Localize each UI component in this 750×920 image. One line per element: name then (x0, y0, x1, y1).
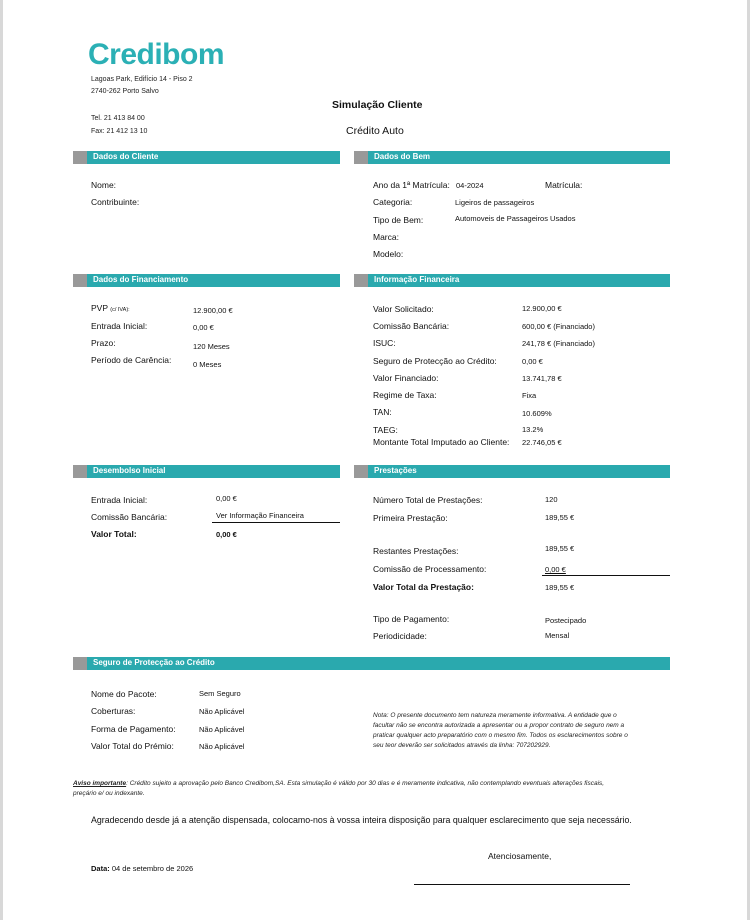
date-value: 04 de setembro de 2026 (111, 864, 194, 873)
info-row-label: TAN: (373, 407, 392, 417)
section-marker (73, 657, 87, 670)
info-row-label: ISUC: (373, 338, 396, 348)
prazo-value: 120 Meses (193, 342, 230, 351)
aviso-importante (73, 779, 673, 799)
pvp-note: (c/ IVA): (110, 307, 130, 313)
desembolso-comissao-label: Comissão Bancária: (91, 512, 168, 522)
montante-label: Montante Total Imputado ao Cliente: (373, 437, 510, 447)
periodicidade-value: Mensal (545, 631, 570, 640)
pvp-label (91, 303, 130, 313)
matricula-label: Matrícula: (545, 180, 583, 190)
montante-value: 22.746,05 € (522, 438, 562, 447)
section-bar-prestacoes (354, 465, 670, 478)
section-title-bem: Dados do Bem (374, 152, 431, 161)
section-title-cliente: Dados do Cliente (93, 152, 159, 161)
section-title-seguro: Seguro de Protecção ao Crédito (93, 658, 215, 667)
fax: Fax: 21 412 13 10 (91, 128, 148, 135)
modelo-label: Modelo: (373, 249, 404, 259)
premio-label: Valor Total do Prémio: (91, 741, 174, 751)
note-line: praticar qualquer acto preparatório com o mesmo fim. Todos os esclarecimentos sobre o (373, 732, 628, 739)
info-row-value: 0,00 € (522, 357, 543, 366)
address-line-2: 2740-262 Porto Salvo (91, 88, 159, 95)
restantes-prestacoes-label: Restantes Prestações: (373, 546, 459, 556)
info-row-value: Fixa (522, 391, 537, 400)
date-line (91, 864, 193, 873)
aviso-line-2: preçário e/ ou indexante. (73, 790, 145, 797)
note-line: Nota: O presente documento tem natureza meramente informativa. A entidade que o (373, 712, 617, 719)
aviso-text: : Crédito sujeito a aprovação pelo Banco Credibom,SA. Esta simulação é válido por 30 dias e é meramente indicativa, não contemplando eventuais alterações fiscais, (126, 780, 605, 787)
coberturas-label: Coberturas: (91, 706, 136, 716)
nome-label: Nome: (91, 180, 117, 190)
document-subtitle: Crédito Auto (346, 125, 404, 137)
comissao-processamento-label: Comissão de Processamento: (373, 564, 487, 574)
numero-prestacoes-label: Número Total de Prestações: (373, 495, 483, 505)
section-marker (354, 151, 368, 164)
info-row-label: Comissão Bancária: (373, 321, 450, 331)
date-label: Data: (91, 864, 110, 873)
primeira-prestacao-value: 189,55 € (545, 513, 575, 522)
premio-value: Não Aplicável (199, 742, 245, 751)
pacote-value: Sem Seguro (199, 689, 241, 698)
section-bar-bem (354, 151, 670, 164)
address-line-1: Lagoas Park, Edifício 14 - Piso 2 (91, 76, 193, 83)
categoria-label: Categoria: (373, 197, 413, 207)
desembolso-total-value: 0,00 € (216, 530, 237, 539)
note-line: seu teor deverão ser solicitados através da linha: 707202929. (373, 742, 551, 749)
valor-total-prestacao-value: 189,55 € (545, 583, 575, 592)
pvp-value: 12.900,00 € (193, 306, 233, 315)
restantes-prestacoes-value: 189,55 € (545, 544, 575, 553)
info-row-label: Valor Financiado: (373, 373, 439, 383)
section-marker (73, 465, 87, 478)
info-row-value: 13.2% (522, 425, 544, 434)
forma-pagamento-value: Não Aplicável (199, 725, 245, 734)
tipo-pagamento-label: Tipo de Pagamento: (373, 614, 450, 624)
periodicidade-label: Periodicidade: (373, 631, 427, 641)
coberturas-value: Não Aplicável (199, 707, 245, 716)
document-title: Simulação Cliente (332, 99, 423, 111)
info-row-value: 13.741,78 € (522, 374, 562, 383)
forma-pagamento-label: Forma de Pagamento: (91, 724, 176, 734)
closing-text: Agradecendo desde já a atenção dispensada, colocamo-nos à vossa inteira disposição para qualquer esclarecimento que seja necessário. (91, 815, 632, 825)
section-bar-financiamento (73, 274, 340, 287)
categoria-value: Ligeiros de passageiros (455, 198, 535, 207)
tipo-pagamento-value: Postecipado (545, 616, 587, 625)
page-border-left (0, 0, 3, 920)
prestacoes-divider (542, 575, 670, 576)
desembolso-comissao-value: Ver Informação Financeira (216, 511, 304, 520)
phone: Tel. 21 413 84 00 (91, 115, 145, 122)
desembolso-entrada-value: 0,00 € (216, 494, 237, 503)
info-row-label: Seguro de Protecção ao Crédito: (373, 356, 497, 366)
desembolso-entrada-label: Entrada Inicial: (91, 495, 148, 505)
info-row-label: Valor Solicitado: (373, 304, 434, 314)
entrada-value: 0,00 € (193, 323, 214, 332)
section-marker (354, 274, 368, 287)
ano-matricula-label: Ano da 1ª Matrícula: (373, 180, 450, 190)
aviso-line-1 (73, 779, 673, 789)
valor-total-prestacao-label: Valor Total da Prestação: (373, 582, 474, 592)
contribuinte-label: Contribuinte: (91, 197, 140, 207)
section-bar-seguro (73, 657, 670, 670)
tipo-bem-label: Tipo de Bem: (373, 215, 424, 225)
section-bar-desembolso (73, 465, 340, 478)
aviso-label: Aviso importante (73, 780, 127, 787)
section-bar-cliente (73, 151, 340, 164)
carencia-label: Período de Carência: (91, 355, 172, 365)
desembolso-total-label: Valor Total: (91, 529, 137, 539)
note-line: facultar não se encontra autorizada a apresentar ou a propor contrato de seguro nem a (373, 722, 625, 729)
info-row-value: 600,00 € (Financiado) (522, 322, 595, 331)
section-bar-info-financeira (354, 274, 670, 287)
carencia-value: 0 Meses (193, 360, 222, 369)
signature-line (414, 884, 630, 885)
tipo-bem-value: Automoveis de Passageiros Usados (455, 214, 576, 223)
info-row-label: Regime de Taxa: (373, 390, 437, 400)
info-row-value: 12.900,00 € (522, 304, 562, 313)
marca-label: Marca: (373, 232, 399, 242)
atenciosamente: Atenciosamente, (488, 851, 552, 861)
pvp-label-text: PVP (91, 303, 108, 313)
info-row-label: TAEG: (373, 425, 398, 435)
pacote-label: Nome do Pacote: (91, 689, 157, 699)
section-title-desembolso: Desembolso Inicial (93, 466, 166, 475)
comissao-processamento-value: 0,00 € (545, 565, 566, 574)
section-marker (73, 151, 87, 164)
info-row-value: 241,78 € (Financiado) (522, 339, 595, 348)
seguro-note (373, 711, 673, 751)
desembolso-divider (212, 522, 340, 523)
ano-matricula-value: 04-2024 (456, 181, 484, 190)
numero-prestacoes-value: 120 (545, 495, 558, 504)
credibom-logo: Credibom (88, 38, 225, 71)
section-title-financiamento: Dados do Financiamento (93, 275, 189, 284)
section-title-info-financeira: Informação Financeira (374, 275, 460, 284)
info-row-value: 10.609% (522, 409, 552, 418)
section-title-prestacoes: Prestações (374, 466, 417, 475)
prazo-label: Prazo: (91, 338, 116, 348)
section-marker (73, 274, 87, 287)
entrada-label: Entrada Inicial: (91, 321, 148, 331)
section-marker (354, 465, 368, 478)
primeira-prestacao-label: Primeira Prestação: (373, 513, 448, 523)
